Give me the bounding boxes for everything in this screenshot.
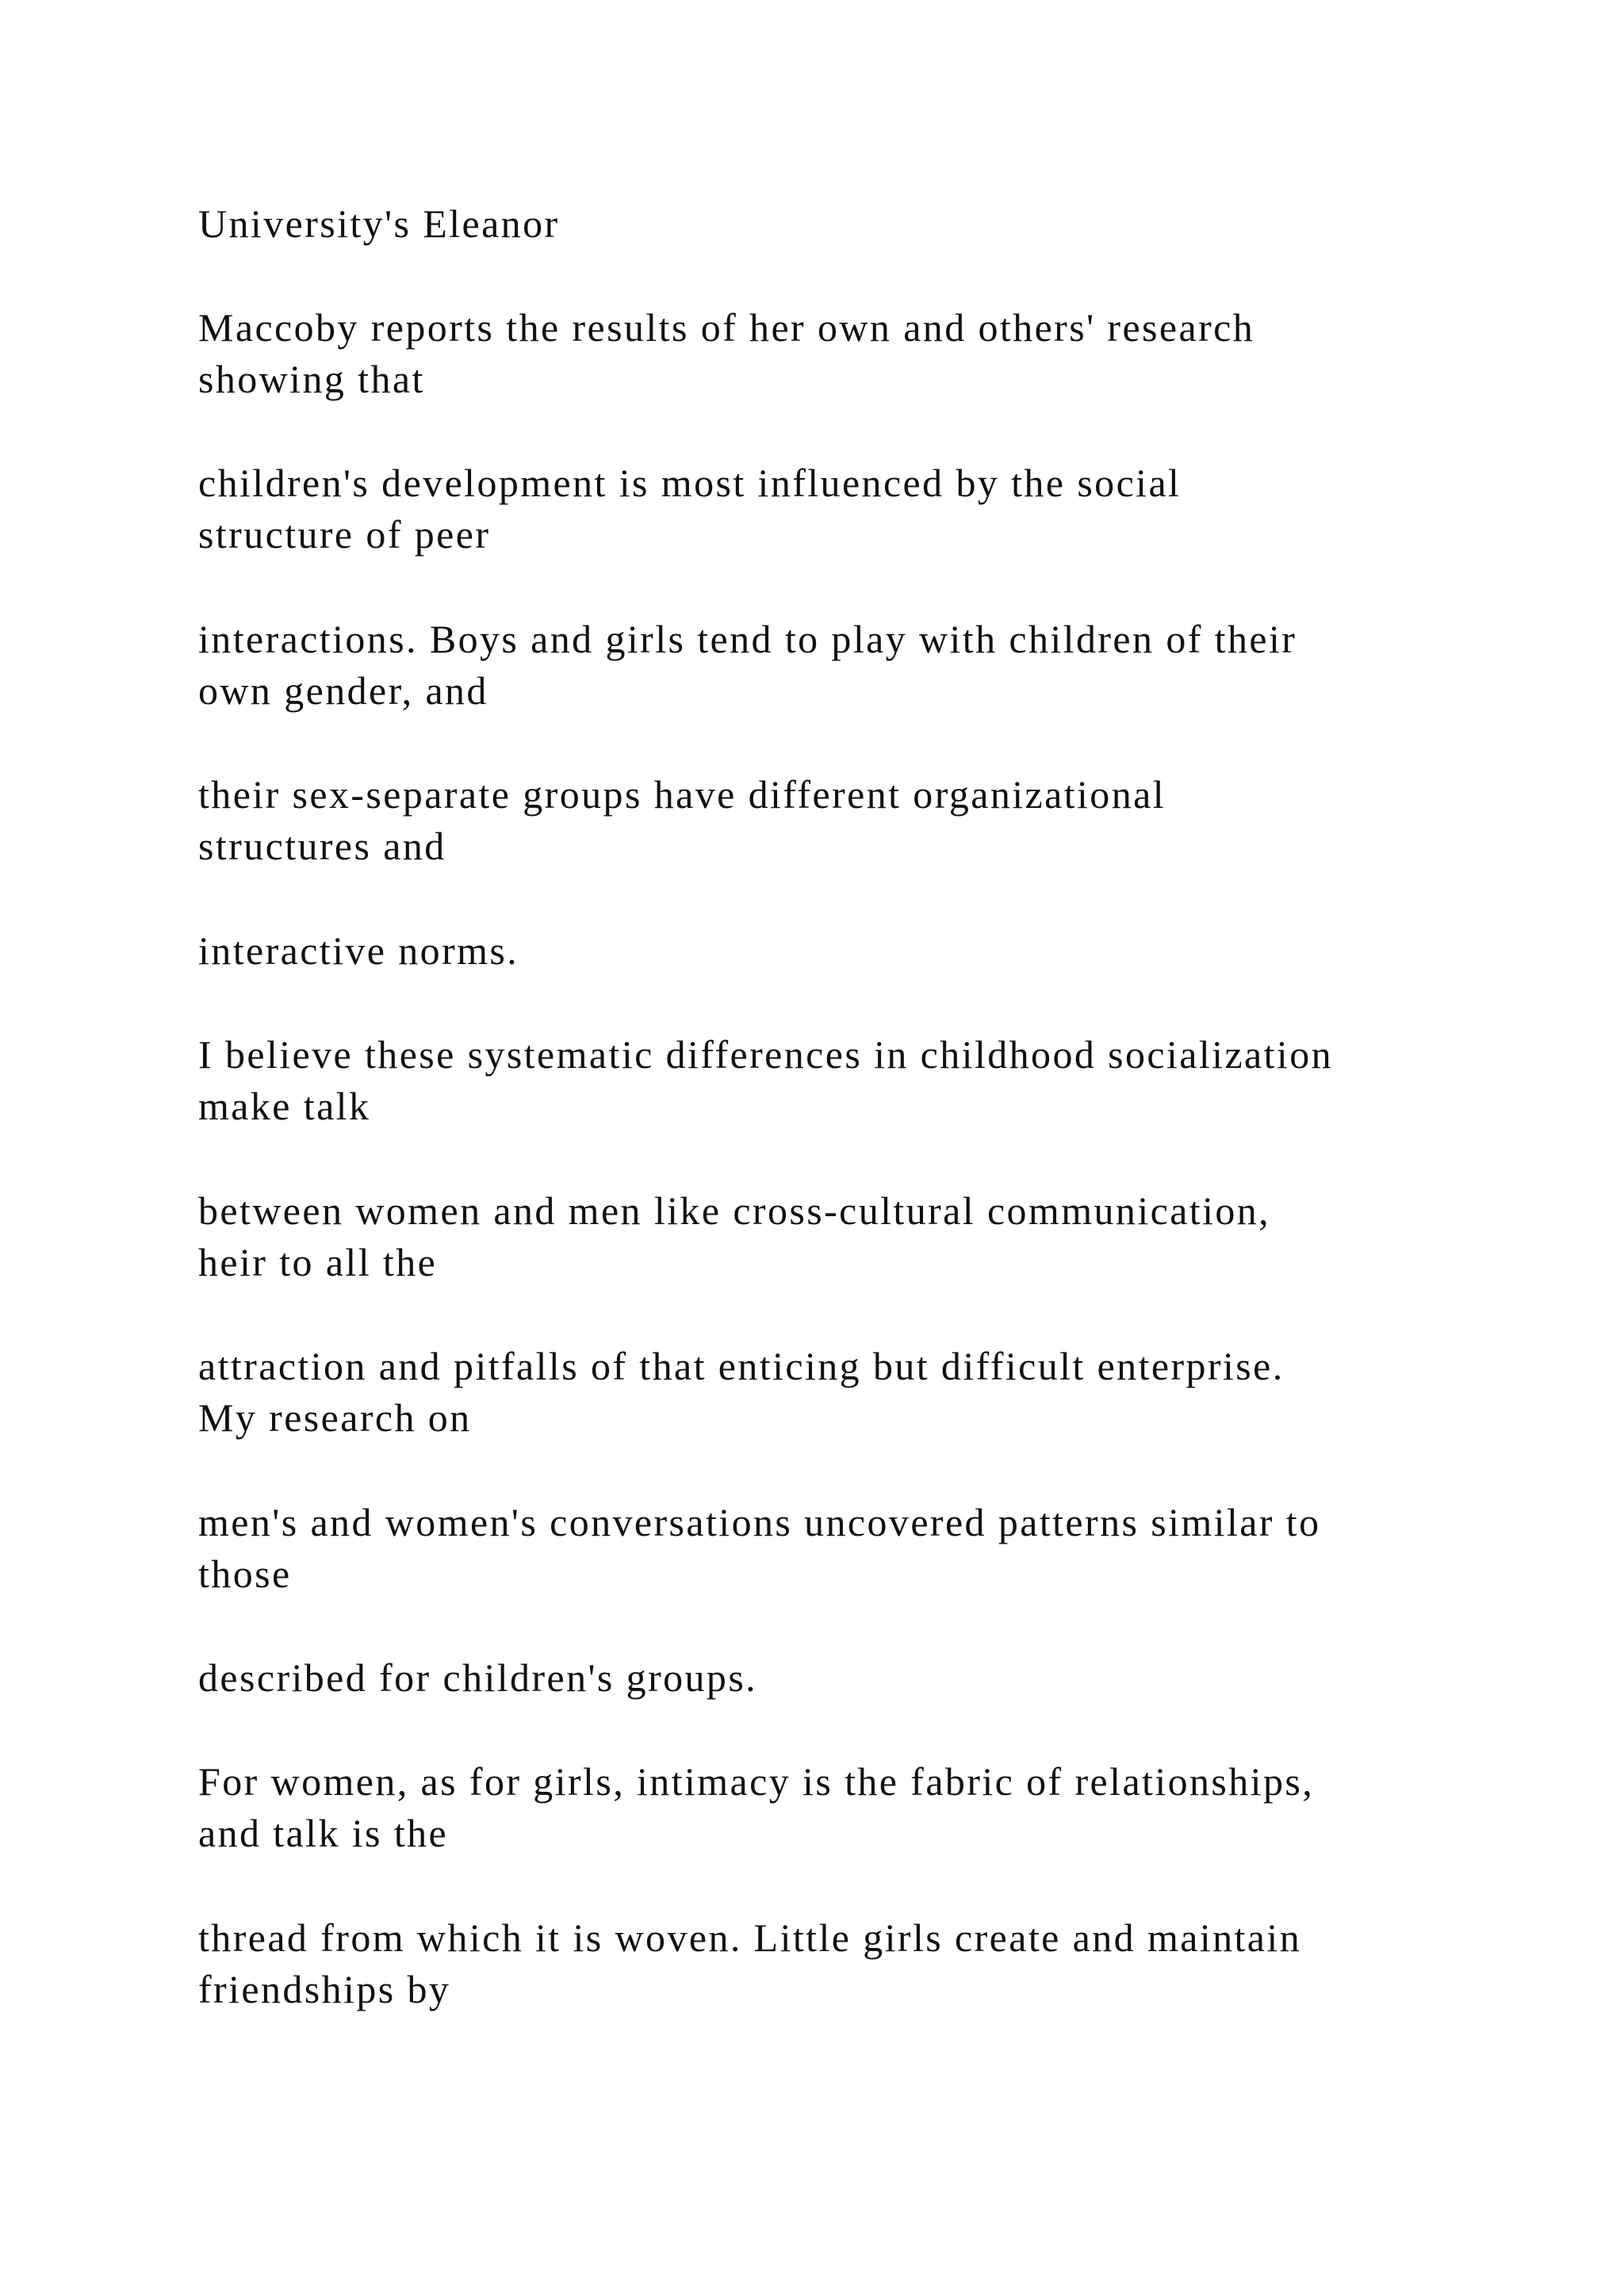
text-line: friendships by — [198, 1967, 451, 2011]
text-line: structures and — [198, 824, 446, 868]
paragraph — [198, 198, 1546, 250]
paragraph — [198, 1029, 1546, 1132]
text-line: men's and women's conversations uncovered patterns similar to — [198, 1500, 1321, 1544]
text-line: heir to all the — [198, 1240, 438, 1284]
text-line: and talk is the — [198, 1811, 449, 1855]
text-line: children's development is most influenced by the social — [198, 461, 1182, 505]
text-line: attraction and pitfalls of that enticing but difficult enterprise. — [198, 1344, 1285, 1388]
paragraph — [198, 769, 1546, 872]
paragraph — [198, 457, 1546, 561]
text-line: their sex-separate groups have different organizational — [198, 772, 1166, 817]
text-line: interactions. Boys and girls tend to play with children of their — [198, 617, 1297, 661]
text-line: make talk — [198, 1084, 371, 1128]
text-line: interactive norms. — [198, 928, 519, 973]
paragraph — [198, 1652, 1546, 1704]
text-line: Maccoby reports the results of her own and others' research — [198, 305, 1255, 350]
paragraph — [198, 1756, 1546, 1859]
text-line: own gender, and — [198, 668, 488, 713]
text-line: those — [198, 1552, 292, 1596]
text-line: showing that — [198, 357, 425, 401]
paragraph — [198, 302, 1546, 405]
text-line: I believe these systematic differences in childhood socialization — [198, 1032, 1334, 1077]
paragraph — [198, 1912, 1546, 2015]
text-line: structure of peer — [198, 512, 491, 557]
paragraph — [198, 925, 1546, 977]
text-line: My research on — [198, 1395, 472, 1440]
paragraph — [198, 1341, 1546, 1444]
paragraph — [198, 614, 1546, 717]
text-line: University's Eleanor — [198, 201, 560, 246]
text-line: thread from which it is woven. Little girls create and maintain — [198, 1915, 1302, 1960]
text-line: between women and men like cross-cultural communication, — [198, 1188, 1271, 1233]
text-line: For women, as for girls, intimacy is the fabric of relationships, — [198, 1759, 1315, 1804]
paragraph — [198, 1185, 1546, 1288]
text-line: described for children's groups. — [198, 1655, 758, 1700]
paragraph — [198, 1497, 1546, 1600]
